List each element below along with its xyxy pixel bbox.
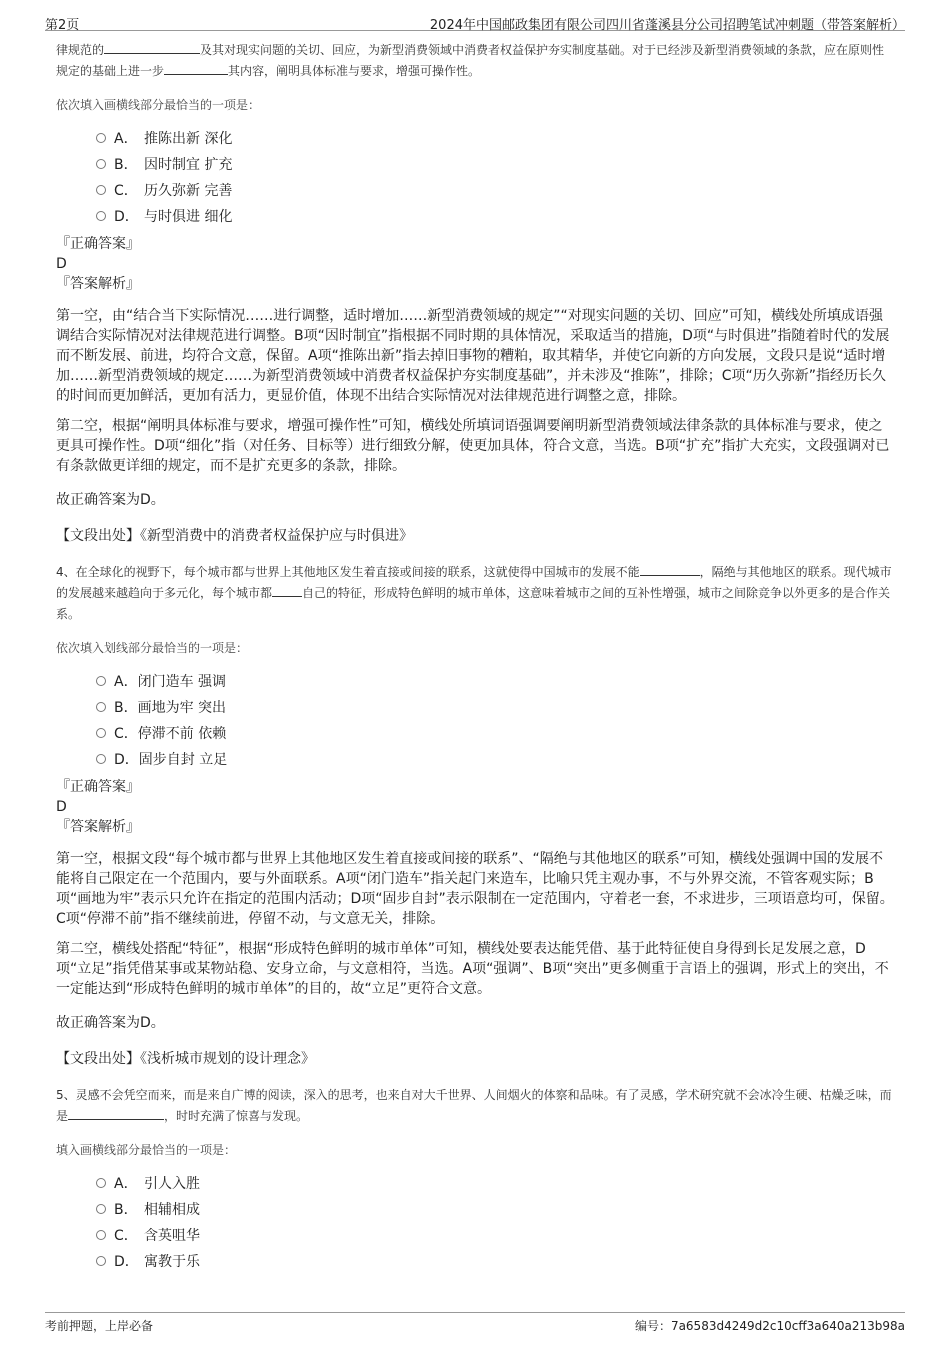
question-prompt: 填入画横线部分最恰当的一项是： [56, 1143, 237, 1157]
radio-icon[interactable] [96, 1178, 106, 1188]
blank-line [68, 1107, 164, 1120]
option-list [96, 1171, 896, 1275]
question-prompt: 依次填入画横线部分最恰当的一项是： [56, 98, 261, 112]
blank-line [104, 41, 200, 54]
analysis-paragraph: 第一空，根据文段“每个城市都与世界上其他地区发生着直接或间接的联系”、“隔绝与其他地区的联系”可知，横线处强调中国的发展不能将自己限定在一个范围内，要与外面联系。A项“闭门造车”指关起门来造车，比喻只凭主观办事，不与外界交流，不管客观实际；B项“画地为牢”表示只允许在指定的范围内活动；D项“固步自封”表示限制在一定范围内，守着老一套，不求进步，三项语意均可，保留。C项“停滞不前”指不继续前进，停留不动，与文意无关，排除。 [56, 851, 894, 927]
analysis-paragraph: 第二空，根据“阐明具体标准与要求，增强可操作性”可知，横线处所填词语强调要阐明新型消费领域法律条款的具体标准与要求，使之更具可操作性。D项“细化”指（对任务、目标等）进行细致分解，使更加具体，符合文意，当选。B项“扩充”指扩大充实，文段强调对已有条款做更详细的规定，而不是扩充更多的条款，排除。 [56, 418, 890, 474]
option-b[interactable]: B．画地为牢 突出 [96, 695, 896, 721]
radio-icon[interactable] [96, 754, 106, 764]
option-list [96, 126, 896, 230]
answer-label: 『正确答案』 [56, 236, 140, 252]
analysis-paragraph: 第二空，横线处搭配“特征”，根据“形成特色鲜明的城市单体”可知，横线处要表达能凭借、基于此特征使自身得到长足发展之意，D项“立足”指凭借某事或某物站稳、安身立命，与文意相符，当选。A项“强调”、B项“突出”更多侧重于言语上的强调，形式上的突出，不一定能达到“形成特色鲜明的城市单体”的目的，故“立足”更符合文意。 [56, 941, 889, 997]
radio-icon[interactable] [96, 159, 106, 169]
footer-slogan: 考前押题，上岸必备 [45, 1319, 154, 1333]
question-4 [56, 562, 896, 1069]
option-c[interactable]: C． 含英咀华 [96, 1223, 896, 1249]
option-a[interactable]: A．闭门造车 强调 [96, 669, 896, 695]
analysis-label: 『答案解析』 [56, 819, 140, 835]
option-c[interactable]: C．停滞不前 依赖 [96, 721, 896, 747]
radio-icon[interactable] [96, 1256, 106, 1266]
option-c[interactable]: C． 历久弥新 完善 [96, 178, 896, 204]
question-stem: 5、灵感不会凭空而来，而是来自广博的阅读，深入的思考，也来自对大千世界、人间烟火的体察和品味。有了灵感，学术研究就不会冰冷生硬、枯燥乏味，而是 ，时时充满了惊喜与发现。 [56, 1088, 892, 1123]
option-list [96, 669, 896, 773]
blank-line [164, 62, 228, 75]
question-stem: 4、在全球化的视野下，每个城市都与世界上其他地区发生着直接或间接的联系，这就使得中国城市的发展不能 ，隔绝与其他地区的联系。现代城市的发展越来越趋向于多元化，每个城市都 自己的特征，形成特色鲜明的城市单体，这意味着城市之间的互补性增强，城市之间除竞争以外更多的是合作关系。 [56, 565, 892, 621]
option-b[interactable]: B． 因时制宜 扩充 [96, 152, 896, 178]
conclusion: 故正确答案为D。 [56, 492, 165, 508]
document-title: 2024年中国邮政集团有限公司四川省蓬溪县分公司招聘笔试冲刺题（带答案解析） [429, 18, 905, 33]
answer-value: D [56, 799, 67, 815]
option-d[interactable]: D．固步自封 立足 [96, 747, 896, 773]
radio-icon[interactable] [96, 211, 106, 221]
radio-icon[interactable] [96, 1204, 106, 1214]
question-prompt: 依次填入划线部分最恰当的一项是： [56, 641, 249, 655]
answer-label: 『正确答案』 [56, 779, 140, 795]
option-a[interactable]: A． 推陈出新 深化 [96, 126, 896, 152]
question-3 [56, 40, 896, 546]
source-citation: 【文段出处】《浅析城市规划的设计理念》 [56, 1051, 315, 1067]
radio-icon[interactable] [96, 1230, 106, 1240]
document-id: 编号：7a6583d4249d2c10cff3a640a213b98a [634, 1319, 905, 1333]
option-b[interactable]: B． 相辅相成 [96, 1197, 896, 1223]
radio-icon[interactable] [96, 702, 106, 712]
analysis-paragraph: 第一空，由“结合当下实际情况……进行调整，适时增加……新型消费领域的规定”“对现实问题的关切、回应”可知，横线处所填成语强调结合实际情况对法律规范进行调整。B项“因时制宜”指根据不同时期的具体情况，采取适当的措施，D项“与时俱进”指随着时代的发展而不断发展、前进，均符合文意，保留。A项“推陈出新”指去掉旧事物的糟粕，取其精华，并使它向新的方向发展，文段只是说“适时增加……新型消费领域的规定……为新型消费领域中消费者权益保护夯实制度基础”，并未涉及“推陈”，排除；C项“历久弥新”指经历长久的时间而更加鲜活，更加有活力，更显价值，体现不出结合实际情况对法律规范进行调整之意，排除。 [56, 308, 890, 404]
question-stem: 律规范的 及其对现实问题的关切、回应，为新型消费领域中消费者权益保护夯实制度基础。对于已经涉及新型消费领域的条款，应在原则性规定的基础上进一步 其内容，阐明具体标准与要求，增强可操作性。 [56, 43, 885, 78]
radio-icon[interactable] [96, 728, 106, 738]
radio-icon[interactable] [96, 133, 106, 143]
option-d[interactable]: D． 与时俱进 细化 [96, 204, 896, 230]
option-a[interactable]: A． 引人入胜 [96, 1171, 896, 1197]
answer-value: D [56, 256, 67, 272]
page-number: 第2页 [45, 18, 80, 33]
radio-icon[interactable] [96, 676, 106, 686]
source-citation: 【文段出处】《新型消费中的消费者权益保护应与时俱进》 [56, 528, 413, 544]
question-5 [56, 1085, 896, 1275]
page-footer [45, 1312, 905, 1339]
analysis-label: 『答案解析』 [56, 276, 140, 292]
option-d[interactable]: D． 寓教于乐 [96, 1249, 896, 1275]
conclusion: 故正确答案为D。 [56, 1015, 165, 1031]
radio-icon[interactable] [96, 185, 106, 195]
blank-line [272, 584, 302, 597]
blank-line [640, 563, 700, 576]
page-header [45, 10, 905, 31]
document-body [56, 40, 896, 1275]
